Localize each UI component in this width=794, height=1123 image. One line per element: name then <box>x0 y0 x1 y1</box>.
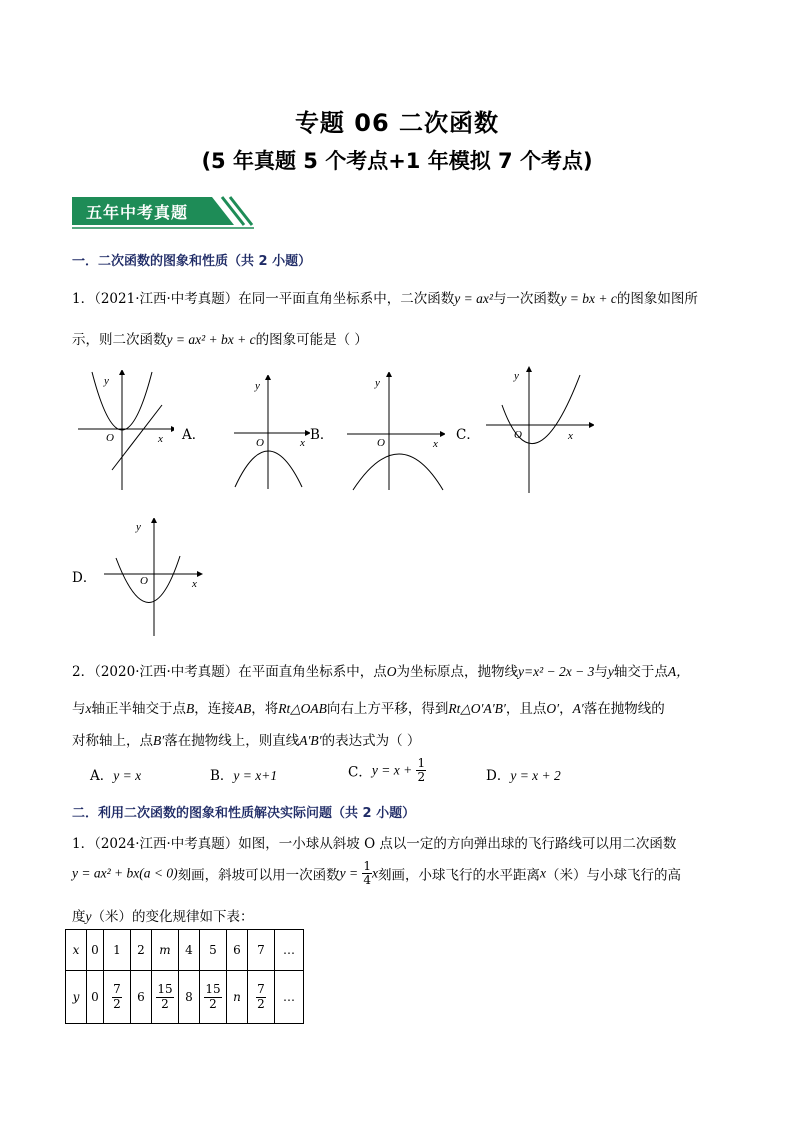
q1-formula-1: y = ax² <box>454 291 493 306</box>
section-heading-2: 二．利用二次函数的图象和性质解决实际问题（共 2 小题） <box>72 806 416 821</box>
denominator: 2 <box>113 996 121 1011</box>
option-b-graph[interactable] <box>345 372 445 492</box>
question-1-line-1 <box>72 287 698 307</box>
q2-math: B <box>186 701 195 716</box>
table-row <box>66 971 304 1024</box>
table-cell: 8 <box>179 971 200 1024</box>
given-graph <box>74 370 174 492</box>
option-b-label[interactable]: B． <box>310 427 334 443</box>
fraction <box>256 983 266 1010</box>
origin-label: O <box>514 429 522 441</box>
q2-text: 与 <box>594 664 608 680</box>
q2-math: A， <box>667 664 690 679</box>
q2-math: O <box>386 664 397 679</box>
option-label: B． <box>210 768 234 784</box>
q3-math: y <box>85 909 92 924</box>
q3-text: 刻画，小球飞行的水平距离 <box>378 867 541 884</box>
question-2-line-3 <box>72 729 420 749</box>
question-1-line-2 <box>72 328 368 348</box>
origin-label: O <box>377 437 385 449</box>
numerator: 15 <box>205 982 221 997</box>
question-3-line-1: 1．（2024·江西·中考真题）如图，一小球从斜坡 O 点以一定的方向弹出球的飞行路线可以用二次函数 <box>72 836 677 852</box>
option-value: y = x + <box>371 762 413 778</box>
q2-option-d[interactable] <box>486 764 561 784</box>
banner-label: 五年中考真题 <box>86 203 189 222</box>
origin-label: O <box>256 437 264 449</box>
fraction <box>362 860 372 887</box>
table-cell: n <box>227 971 248 1024</box>
option-value: y = x <box>113 768 142 783</box>
q3-text: （米）的变化规律如下表： <box>91 909 254 925</box>
denominator: 2 <box>417 770 426 785</box>
q3-text: 刻画，斜坡可以用一次函数 <box>177 867 340 884</box>
table-cell: 0 <box>87 971 104 1024</box>
q2-text: ，将 <box>251 701 279 717</box>
numerator: 1 <box>363 859 372 873</box>
fraction <box>156 983 173 1010</box>
table-cell: … <box>275 971 304 1024</box>
option-d-label[interactable]: D． <box>72 570 97 586</box>
option-label: C． <box>348 764 372 781</box>
origin-label: O <box>106 432 114 444</box>
table-cell: 7 <box>248 930 275 971</box>
table-cell: 6 <box>131 971 152 1024</box>
numerator: 7 <box>257 982 265 997</box>
axis-y-label: y <box>375 377 380 389</box>
q2-text: 对称轴上，点 <box>72 733 153 749</box>
axis-x-label: x <box>192 578 197 590</box>
axis-x-label: x <box>433 438 438 450</box>
option-value: y = x+1 <box>233 768 278 783</box>
q3-formula-2-x: x <box>372 865 379 881</box>
option-value: y = x + 2 <box>510 768 561 783</box>
q2-text: 的表达式为（ ） <box>321 733 421 749</box>
section-heading-1: 一．二次函数的图象和性质（共 2 小题） <box>72 254 312 269</box>
axis-y-label: y <box>136 521 141 533</box>
q3-formula-2: y = <box>339 865 359 881</box>
option-a-graph[interactable] <box>230 375 310 490</box>
q2-option-c[interactable] <box>348 757 426 784</box>
q1-formula-2: y = bx + c <box>560 291 617 306</box>
q2-text: 落在抛物线上，则直线 <box>164 733 300 749</box>
axis-y-label: y <box>104 375 109 387</box>
option-label: A． <box>90 768 114 784</box>
q3-text: 度 <box>72 909 86 925</box>
q2-text: ， <box>559 701 573 717</box>
table-cell: m <box>152 930 179 971</box>
table-cell: 4 <box>179 930 200 971</box>
q2-text: 与 <box>72 701 86 717</box>
q2-option-b[interactable] <box>210 764 277 784</box>
q2-text: ，连接 <box>194 701 235 717</box>
q3-text: （米）与小球飞行的高 <box>546 867 682 884</box>
option-c-graph[interactable] <box>484 365 594 495</box>
q2-math: Rt△OAB <box>278 701 327 716</box>
q2-text: 为坐标原点，抛物线 <box>396 664 519 680</box>
table-cell <box>104 971 131 1024</box>
q2-text: 向右上方平移，得到 <box>326 701 449 717</box>
q1-text-c: 的图象如图所 <box>616 291 698 307</box>
origin-label: O <box>140 575 148 587</box>
axis-x-label: x <box>300 437 305 449</box>
q1-text-b: 与一次函数 <box>492 291 561 307</box>
q3-math: x <box>540 865 547 881</box>
page-subtitle: (5 年真题 5 个考点+1 年模拟 7 个考点) <box>201 149 593 173</box>
q1-text-d: 示，则二次函数 <box>72 332 167 348</box>
page-title: 专题 06 二次函数 <box>294 109 500 137</box>
denominator: 2 <box>209 996 217 1011</box>
axis-x-label: x <box>568 430 573 442</box>
data-table <box>65 929 304 1024</box>
numerator: 7 <box>113 982 121 997</box>
q2-formula: y=x² − 2x − 3 <box>518 664 595 679</box>
table-cell <box>248 971 275 1024</box>
axis-y-label: y <box>514 370 519 382</box>
q2-math: y <box>607 664 614 679</box>
q1-formula-3: y = ax² + bx + c <box>166 332 256 347</box>
question-3-line-2 <box>72 860 681 887</box>
q2-text: ，且点 <box>505 701 547 717</box>
axis-y-label: y <box>255 380 260 392</box>
fraction <box>204 983 221 1010</box>
q2-math: B′ <box>153 733 165 748</box>
q2-text: 落在抛物线的 <box>583 701 665 717</box>
option-d-graph[interactable] <box>100 518 205 638</box>
denominator: 2 <box>257 996 265 1011</box>
table-cell: y <box>66 971 87 1024</box>
q1-text-a: 1．（2021·江西·中考真题）在同一平面直角坐标系中，二次函数 <box>72 291 455 307</box>
q1-text-e: 的图象可能是（ ） <box>255 332 368 348</box>
table-cell <box>200 971 227 1024</box>
q2-text: 轴正半轴交于点 <box>91 701 186 717</box>
q2-text: 轴交于点 <box>613 664 668 680</box>
numerator: 15 <box>157 982 173 997</box>
q2-math: O′ <box>546 701 560 716</box>
table-cell: 0 <box>87 930 104 971</box>
question-2-line-2 <box>72 697 665 717</box>
fraction <box>112 983 122 1010</box>
denominator: 4 <box>363 873 372 888</box>
q2-math: Rt△O′A′B′ <box>448 701 506 716</box>
table-cell: 5 <box>200 930 227 971</box>
axis-x-label: x <box>158 433 163 445</box>
table-cell: 2 <box>131 930 152 971</box>
table-row <box>66 930 304 971</box>
table-cell <box>152 971 179 1024</box>
option-a-label[interactable]: A． <box>182 427 206 443</box>
table-cell: 6 <box>227 930 248 971</box>
fraction <box>416 757 426 784</box>
q2-math: x <box>85 701 92 716</box>
q2-math: A′ <box>572 701 584 716</box>
table-cell: x <box>66 930 87 971</box>
q3-formula-1: y = ax² + bx(a < 0) <box>72 865 178 881</box>
denominator: 2 <box>161 996 169 1011</box>
question-3-line-3 <box>72 905 254 925</box>
numerator: 1 <box>417 756 426 770</box>
q2-option-a[interactable] <box>90 764 141 784</box>
option-c-label[interactable]: C． <box>456 427 480 443</box>
option-label: D． <box>486 768 511 784</box>
q2-text: 2．（2020·江西·中考真题）在平面直角坐标系中，点 <box>72 664 387 680</box>
question-2-line-1 <box>72 660 690 680</box>
q2-math: A′B′ <box>299 733 322 748</box>
table-cell: 1 <box>104 930 131 971</box>
table-cell: … <box>275 930 304 971</box>
q2-math: AB <box>234 701 252 716</box>
